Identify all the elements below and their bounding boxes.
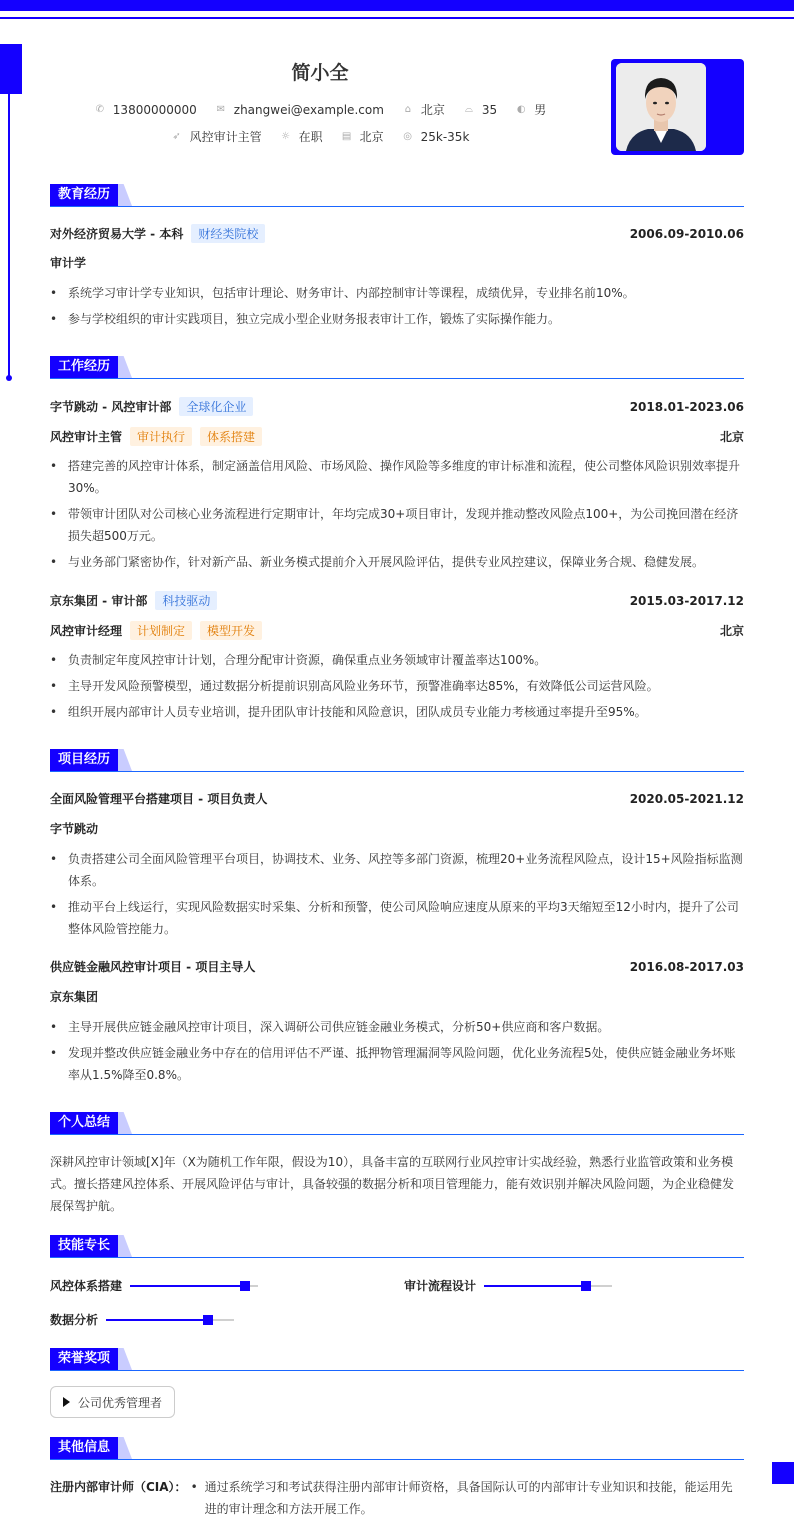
company-name: 京东集团 - 审计部 — [50, 594, 148, 608]
section-summary — [50, 1112, 744, 1135]
cake-icon: ⌓ — [464, 103, 473, 115]
skill-name: 审计流程设计 — [404, 1279, 477, 1293]
list-item: • 推动平台上线运行，实现风险数据实时采集、分析和预警，使公司风险响应速度从原来的平均3天缩短至12小时内，提升了公司整体风险管控能力。 — [50, 896, 744, 940]
section-title: 个人总结 — [50, 1112, 118, 1134]
major-row — [50, 254, 744, 271]
play-icon — [63, 1397, 70, 1407]
project-title: 全面风险管理平台搭建项目 - 项目负责人 — [50, 792, 268, 806]
list-item: • 参与学校组织的审计实践项目，独立完成小型企业财务报表审计工作，锻炼了实际操作能力。 — [50, 308, 744, 330]
section-title-tail — [118, 1437, 132, 1459]
gender-icon: ◐ — [516, 103, 526, 115]
project-title: 供应链金融风控审计项目 - 项目主导人 — [50, 960, 256, 974]
work-date: 2018.01-2023.06 — [629, 399, 744, 414]
mail-icon: ✉ — [216, 103, 225, 115]
major-name: 审计学 — [50, 256, 87, 270]
section-title-tail — [118, 1112, 132, 1134]
list-item: • 搭建完善的风控审计体系，制定涵盖信用风险、市场风险、操作风险等多维度的审计标准和流程，使公司整体风险识别效率提升30%。 — [50, 455, 744, 499]
list-item: • 负责搭建公司全面风险管理平台项目，协调技术、业务、风控等多部门资源，梳理20+业务流程风险点，设计15+风险指标监测体系。 — [50, 848, 744, 892]
city-item — [341, 128, 384, 145]
section-header — [50, 1112, 744, 1135]
work-city: 北京 — [719, 430, 744, 444]
building-icon: ▤ — [341, 130, 352, 142]
hometown-item — [402, 101, 445, 118]
email-text: zhangwei@example.com — [233, 102, 384, 117]
section-education — [50, 184, 744, 207]
skill-level-knob — [581, 1281, 591, 1291]
award-name: 公司优秀管理者 — [78, 1395, 163, 1410]
section-title-tail — [118, 749, 132, 771]
top-accent-bar — [0, 0, 794, 11]
work-city: 北京 — [719, 624, 744, 638]
project-org: 京东集团 — [50, 990, 99, 1004]
other-text: 通过系统学习和考试获得注册内部审计师资格，具备国际认可的内部审计专业知识和技能，能运用先进的审计理念和方法开展工作。 — [204, 1480, 733, 1516]
corner-accent-block — [772, 1462, 794, 1484]
other-label: 注册内部审计师（CIA）： — [50, 1480, 187, 1494]
job-intent-row — [0, 128, 640, 145]
role-title: 风控审计经理 — [50, 624, 123, 638]
status-text: 在职 — [298, 130, 323, 144]
list-item: • 主导开发风险预警模型，通过数据分析提前识别高风险业务环节，预警准确率达85%，有效降低公司运营风险。 — [50, 675, 744, 697]
list-item: • 系统学习审计学专业知识，包括审计理论、财务审计、内部控制审计等课程，成绩优异，专业排名前10%。 — [50, 282, 744, 304]
section-title-tail — [118, 356, 132, 378]
section-title-tail — [118, 1235, 132, 1257]
project-org: 字节跳动 — [50, 822, 99, 836]
section-header — [50, 1437, 744, 1460]
project-header — [50, 958, 744, 975]
role-tag: 体系搭建 — [200, 427, 262, 446]
sun-icon: ☼ — [281, 130, 291, 142]
skill-item — [404, 1277, 612, 1294]
list-item: • 组织开展内部审计人员专业培训，提升团队审计技能和风险意识，团队成员专业能力考核通过率提升至95%。 — [50, 701, 744, 723]
section-header — [50, 749, 744, 772]
position-text: 风控审计主管 — [189, 130, 262, 144]
role-tag: 审计执行 — [130, 427, 192, 446]
section-awards — [50, 1348, 744, 1371]
skill-item — [50, 1311, 234, 1328]
section-title: 工作经历 — [50, 356, 118, 378]
skill-level-bar — [484, 1285, 612, 1287]
email-item — [215, 103, 384, 117]
company-name: 字节跳动 - 风控审计部 — [50, 400, 172, 414]
section-title: 其他信息 — [50, 1437, 118, 1459]
profile-photo — [616, 63, 706, 151]
project-org-row — [50, 820, 744, 837]
home-icon: ⌂ — [404, 103, 412, 115]
section-header — [50, 184, 744, 207]
gender-text: 男 — [534, 103, 547, 117]
award-item[interactable] — [50, 1386, 175, 1418]
send-icon: ➶ — [172, 130, 181, 142]
section-title-tail — [118, 184, 132, 206]
project-date: 2020.05-2021.12 — [629, 791, 744, 806]
age-text: 35 — [481, 102, 498, 117]
salary-item — [402, 130, 470, 144]
section-header — [50, 1235, 744, 1258]
skill-level-fill — [106, 1319, 208, 1321]
project-header — [50, 790, 744, 807]
coin-icon: ◎ — [403, 130, 412, 142]
section-skills — [50, 1235, 744, 1258]
age-item — [463, 103, 497, 117]
project-org-row — [50, 988, 744, 1005]
section-title-tail — [118, 1348, 132, 1370]
skill-level-bar — [130, 1285, 258, 1287]
company-tag: 全球化企业 — [179, 397, 253, 416]
education-header — [50, 224, 744, 243]
role-tag: 计划制定 — [130, 621, 192, 640]
gender-item — [515, 101, 546, 118]
skill-name: 风控体系搭建 — [50, 1279, 123, 1293]
section-projects — [50, 749, 744, 772]
section-other — [50, 1437, 744, 1460]
other-item — [50, 1476, 744, 1520]
list-item: • 带领审计团队对公司核心业务流程进行定期审计，年均完成30+项目审计，发现并推动整改风险点100+，为公司挽回潜在经济损失超500万元。 — [50, 503, 744, 547]
list-item: • 发现并整改供应链金融业务中存在的信用评估不严谨、抵押物管理漏洞等风险问题，优化业务流程5处，使供应链金融业务坏账率从1.5%降至0.8%。 — [50, 1042, 744, 1086]
summary-text: 深耕风控审计领域[X]年（X为随机工作年限，假设为10），具备丰富的互联网行业风控审计实战经验，熟悉行业监管政策和业务模式。擅长搭建风控体系、开展风险评估与审计，具备较强的数据分析和项目管理能力，能有效识别并解决风险问题，为企业稳健发展保驾护航。 — [50, 1155, 735, 1213]
work-header — [50, 591, 744, 610]
work-header — [50, 397, 744, 416]
top-accent-line — [0, 17, 794, 19]
work-date: 2015.03-2017.12 — [629, 593, 744, 608]
section-title: 荣誉奖项 — [50, 1348, 118, 1370]
phone-text: 13800000000 — [112, 102, 197, 117]
school-tag: 财经类院校 — [191, 224, 265, 243]
work-role-row — [50, 621, 744, 640]
list-item: • 负责制定年度风控审计计划，合理分配审计资源，确保重点业务领域审计覆盖率达100%。 — [50, 649, 744, 671]
skill-level-bar — [106, 1319, 234, 1321]
skill-level-knob — [240, 1281, 250, 1291]
company-tag: 科技驱动 — [155, 591, 217, 610]
salary-text: 25k-35k — [420, 129, 470, 144]
section-work — [50, 356, 744, 379]
skill-level-fill — [484, 1285, 586, 1287]
section-title: 技能专长 — [50, 1235, 118, 1257]
skill-level-fill — [130, 1285, 245, 1287]
position-item — [171, 128, 262, 145]
phone-icon: ✆ — [95, 103, 104, 115]
person-name: 简小全 — [291, 62, 349, 84]
role-title: 风控审计主管 — [50, 430, 123, 444]
bullet-dot: • — [190, 1480, 198, 1494]
school-name: 对外经济贸易大学 - 本科 — [50, 227, 184, 241]
list-item: • 与业务部门紧密协作，针对新产品、新业务模式提前介入开展风险评估，提供专业风控建议，保障业务合规、稳健发展。 — [50, 551, 744, 573]
education-date: 2006.09-2010.06 — [629, 226, 744, 241]
section-title: 教育经历 — [50, 184, 118, 206]
city-text: 北京 — [359, 130, 384, 144]
project-date: 2016.08-2017.03 — [629, 959, 744, 974]
role-tag: 模型开发 — [200, 621, 262, 640]
section-title: 项目经历 — [50, 749, 118, 771]
left-timeline-dot — [6, 375, 12, 381]
phone-item — [94, 103, 197, 117]
skill-item — [50, 1277, 258, 1294]
work-role-row — [50, 427, 744, 446]
contact-row — [0, 101, 640, 118]
list-item: • 主导开展供应链金融风控审计项目，深入调研公司供应链金融业务模式，分析50+供应商和客户数据。 — [50, 1016, 744, 1038]
status-item — [280, 128, 323, 145]
skill-level-knob — [203, 1315, 213, 1325]
section-header — [50, 356, 744, 379]
section-header — [50, 1348, 744, 1371]
other-text-wrap — [187, 1476, 744, 1520]
skill-name: 数据分析 — [50, 1313, 99, 1327]
hometown-text: 北京 — [420, 103, 445, 117]
